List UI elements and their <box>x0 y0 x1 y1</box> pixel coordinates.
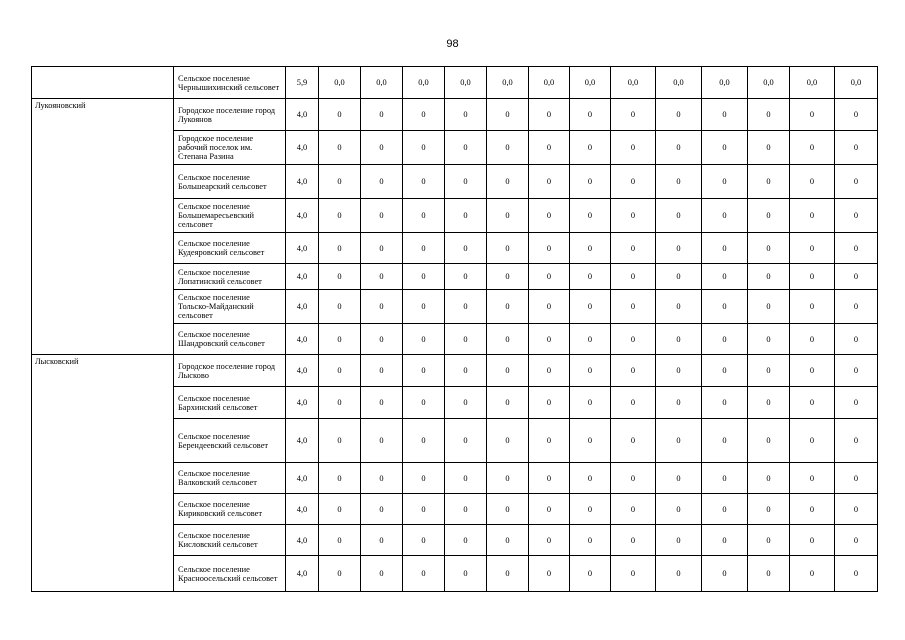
value-cell: 0 <box>403 165 445 199</box>
value-cell: 0 <box>361 355 403 387</box>
value-cell: 0 <box>835 419 878 463</box>
value-cell: 0,0 <box>570 67 611 99</box>
table-body <box>32 67 878 592</box>
value-cell: 0 <box>529 131 570 165</box>
value-cell: 0 <box>748 290 790 324</box>
value-cell: 0 <box>790 355 835 387</box>
settlement-cell: Сельское поселение Берендеевский сельсовет <box>174 419 286 463</box>
value-cell: 0 <box>487 324 529 355</box>
rate-cell: 4,0 <box>286 355 319 387</box>
value-cell: 0 <box>611 387 656 419</box>
value-cell: 0 <box>835 165 878 199</box>
value-cell: 0 <box>487 355 529 387</box>
value-cell: 0 <box>748 419 790 463</box>
value-cell: 0 <box>656 463 702 494</box>
rate-cell: 4,0 <box>286 387 319 419</box>
settlement-cell: Сельское поселение Большеарский сельсовет <box>174 165 286 199</box>
value-cell: 0 <box>790 324 835 355</box>
value-cell: 0 <box>656 233 702 264</box>
value-cell: 0 <box>570 494 611 525</box>
value-cell: 0 <box>361 525 403 556</box>
value-cell: 0 <box>790 165 835 199</box>
value-cell: 0 <box>835 264 878 290</box>
value-cell: 0 <box>835 199 878 233</box>
rate-cell: 4,0 <box>286 165 319 199</box>
value-cell: 0 <box>319 419 361 463</box>
value-cell: 0 <box>611 355 656 387</box>
value-cell: 0 <box>748 199 790 233</box>
value-cell: 0 <box>702 131 748 165</box>
value-cell: 0 <box>790 233 835 264</box>
value-cell: 0 <box>319 324 361 355</box>
value-cell: 0 <box>570 165 611 199</box>
value-cell: 0 <box>656 525 702 556</box>
value-cell: 0 <box>529 355 570 387</box>
value-cell: 0 <box>445 556 487 592</box>
value-cell: 0 <box>656 324 702 355</box>
value-cell: 0 <box>445 264 487 290</box>
value-cell: 0 <box>361 463 403 494</box>
value-cell: 0 <box>611 233 656 264</box>
value-cell: 0 <box>790 99 835 131</box>
value-cell: 0 <box>790 290 835 324</box>
value-cell: 0 <box>790 264 835 290</box>
value-cell: 0 <box>403 233 445 264</box>
value-cell: 0 <box>835 324 878 355</box>
value-cell: 0 <box>702 494 748 525</box>
value-cell: 0 <box>445 387 487 419</box>
value-cell: 0 <box>748 165 790 199</box>
value-cell: 0,0 <box>702 67 748 99</box>
value-cell: 0 <box>748 355 790 387</box>
value-cell: 0 <box>656 355 702 387</box>
value-cell: 0 <box>656 264 702 290</box>
value-cell: 0 <box>529 324 570 355</box>
value-cell: 0 <box>487 463 529 494</box>
value-cell: 0 <box>702 387 748 419</box>
value-cell: 0 <box>702 324 748 355</box>
value-cell: 0 <box>403 494 445 525</box>
value-cell: 0 <box>319 355 361 387</box>
value-cell: 0 <box>361 99 403 131</box>
value-cell: 0 <box>487 233 529 264</box>
value-cell: 0 <box>487 165 529 199</box>
value-cell: 0 <box>319 463 361 494</box>
value-cell: 0 <box>611 199 656 233</box>
value-cell: 0 <box>790 131 835 165</box>
region-cell: Лысковский <box>32 355 174 592</box>
value-cell: 0 <box>611 419 656 463</box>
value-cell: 0 <box>570 355 611 387</box>
settlement-cell: Сельское поселение Кудеяровский сельсовет <box>174 233 286 264</box>
value-cell: 0,0 <box>403 67 445 99</box>
value-cell: 0 <box>361 233 403 264</box>
value-cell: 0,0 <box>611 67 656 99</box>
rate-cell: 4,0 <box>286 264 319 290</box>
value-cell: 0 <box>529 419 570 463</box>
value-cell: 0 <box>611 463 656 494</box>
settlement-cell: Сельское поселение Большемаресьевский сельсовет <box>174 199 286 233</box>
value-cell: 0 <box>529 165 570 199</box>
value-cell: 0 <box>835 99 878 131</box>
value-cell: 0 <box>445 355 487 387</box>
table-row <box>32 355 878 387</box>
value-cell: 0 <box>529 556 570 592</box>
value-cell: 0 <box>611 99 656 131</box>
value-cell: 0 <box>319 387 361 419</box>
value-cell: 0,0 <box>319 67 361 99</box>
value-cell: 0 <box>656 131 702 165</box>
value-cell: 0 <box>748 463 790 494</box>
rate-cell: 4,0 <box>286 525 319 556</box>
value-cell: 0 <box>445 494 487 525</box>
value-cell: 0,0 <box>748 67 790 99</box>
value-cell: 0 <box>611 525 656 556</box>
settlement-cell: Городское поселение город Лысково <box>174 355 286 387</box>
rate-cell: 5,9 <box>286 67 319 99</box>
rate-cell: 4,0 <box>286 494 319 525</box>
value-cell: 0 <box>487 419 529 463</box>
rate-cell: 4,0 <box>286 233 319 264</box>
value-cell: 0,0 <box>529 67 570 99</box>
value-cell: 0,0 <box>445 67 487 99</box>
value-cell: 0 <box>319 165 361 199</box>
value-cell: 0 <box>361 131 403 165</box>
value-cell: 0 <box>487 131 529 165</box>
value-cell: 0 <box>748 233 790 264</box>
value-cell: 0 <box>403 199 445 233</box>
value-cell: 0 <box>570 290 611 324</box>
value-cell: 0 <box>319 131 361 165</box>
value-cell: 0 <box>487 290 529 324</box>
settlement-cell: Сельское поселение Кириковский сельсовет <box>174 494 286 525</box>
value-cell: 0 <box>445 165 487 199</box>
settlement-cell: Сельское поселение Шандровский сельсовет <box>174 324 286 355</box>
value-cell: 0 <box>656 419 702 463</box>
value-cell: 0 <box>835 525 878 556</box>
value-cell: 0 <box>570 264 611 290</box>
value-cell: 0 <box>487 199 529 233</box>
value-cell: 0 <box>570 199 611 233</box>
rate-cell: 4,0 <box>286 99 319 131</box>
value-cell: 0 <box>748 131 790 165</box>
value-cell: 0,0 <box>656 67 702 99</box>
value-cell: 0 <box>319 525 361 556</box>
table-row <box>32 67 878 99</box>
value-cell: 0 <box>790 556 835 592</box>
value-cell: 0 <box>835 556 878 592</box>
value-cell: 0 <box>748 264 790 290</box>
value-cell: 0 <box>702 290 748 324</box>
value-cell: 0 <box>835 233 878 264</box>
value-cell: 0 <box>319 99 361 131</box>
value-cell: 0 <box>403 264 445 290</box>
value-cell: 0 <box>748 556 790 592</box>
value-cell: 0 <box>611 324 656 355</box>
value-cell: 0 <box>702 419 748 463</box>
value-cell: 0 <box>656 165 702 199</box>
value-cell: 0 <box>529 199 570 233</box>
value-cell: 0 <box>361 419 403 463</box>
value-cell: 0 <box>835 131 878 165</box>
value-cell: 0 <box>445 290 487 324</box>
value-cell: 0 <box>361 556 403 592</box>
value-cell: 0 <box>319 290 361 324</box>
value-cell: 0 <box>403 463 445 494</box>
value-cell: 0 <box>790 463 835 494</box>
value-cell: 0 <box>702 165 748 199</box>
value-cell: 0 <box>835 290 878 324</box>
value-cell: 0 <box>319 556 361 592</box>
value-cell: 0 <box>748 99 790 131</box>
value-cell: 0 <box>487 525 529 556</box>
value-cell: 0 <box>403 324 445 355</box>
rate-cell: 4,0 <box>286 131 319 165</box>
value-cell: 0 <box>570 463 611 494</box>
value-cell: 0 <box>529 525 570 556</box>
value-cell: 0 <box>570 324 611 355</box>
value-cell: 0 <box>656 99 702 131</box>
value-cell: 0 <box>835 355 878 387</box>
settlement-cell: Сельское поселение Тольско-Майданский сельсовет <box>174 290 286 324</box>
value-cell: 0 <box>487 494 529 525</box>
value-cell: 0 <box>361 290 403 324</box>
value-cell: 0 <box>487 264 529 290</box>
value-cell: 0 <box>790 387 835 419</box>
value-cell: 0 <box>529 99 570 131</box>
value-cell: 0 <box>403 525 445 556</box>
value-cell: 0 <box>835 387 878 419</box>
value-cell: 0 <box>403 99 445 131</box>
value-cell: 0 <box>529 494 570 525</box>
value-cell: 0 <box>403 387 445 419</box>
value-cell: 0 <box>656 494 702 525</box>
value-cell: 0 <box>835 463 878 494</box>
table-row <box>32 99 878 131</box>
value-cell: 0 <box>790 494 835 525</box>
value-cell: 0 <box>319 494 361 525</box>
value-cell: 0 <box>445 199 487 233</box>
value-cell: 0 <box>611 494 656 525</box>
settlement-cell: Сельское поселение Валковский сельсовет <box>174 463 286 494</box>
rate-cell: 4,0 <box>286 324 319 355</box>
value-cell: 0 <box>702 355 748 387</box>
value-cell: 0 <box>361 387 403 419</box>
rate-cell: 4,0 <box>286 290 319 324</box>
value-cell: 0 <box>487 387 529 419</box>
value-cell: 0 <box>529 463 570 494</box>
value-cell: 0 <box>487 99 529 131</box>
value-cell: 0 <box>529 264 570 290</box>
value-cell: 0 <box>702 233 748 264</box>
value-cell: 0 <box>445 419 487 463</box>
value-cell: 0,0 <box>487 67 529 99</box>
value-cell: 0 <box>445 525 487 556</box>
value-cell: 0 <box>702 199 748 233</box>
value-cell: 0 <box>445 463 487 494</box>
rate-cell: 4,0 <box>286 556 319 592</box>
value-cell: 0 <box>835 494 878 525</box>
value-cell: 0 <box>361 264 403 290</box>
value-cell: 0 <box>319 233 361 264</box>
value-cell: 0 <box>570 419 611 463</box>
value-cell: 0 <box>403 556 445 592</box>
rate-cell: 4,0 <box>286 463 319 494</box>
value-cell: 0 <box>748 387 790 419</box>
settlement-cell: Городское поселение город Лукоянов <box>174 99 286 131</box>
value-cell: 0 <box>529 387 570 419</box>
value-cell: 0 <box>529 233 570 264</box>
settlement-cell: Сельское поселение Бархинский сельсовет <box>174 387 286 419</box>
settlement-cell: Сельское поселение Лопатинский сельсовет <box>174 264 286 290</box>
settlement-cell: Сельское поселение Кисловский сельсовет <box>174 525 286 556</box>
value-cell: 0 <box>702 525 748 556</box>
value-cell: 0 <box>611 165 656 199</box>
value-cell: 0 <box>702 99 748 131</box>
value-cell: 0 <box>403 355 445 387</box>
value-cell: 0 <box>445 324 487 355</box>
settlement-cell: Сельское поселение Красноосельский сельсовет <box>174 556 286 592</box>
value-cell: 0,0 <box>835 67 878 99</box>
value-cell: 0 <box>403 419 445 463</box>
value-cell: 0 <box>656 199 702 233</box>
value-cell: 0 <box>361 199 403 233</box>
value-cell: 0 <box>445 99 487 131</box>
value-cell: 0 <box>748 525 790 556</box>
rate-cell: 4,0 <box>286 199 319 233</box>
value-cell: 0 <box>611 290 656 324</box>
value-cell: 0 <box>611 556 656 592</box>
value-cell: 0 <box>487 556 529 592</box>
value-cell: 0 <box>361 324 403 355</box>
value-cell: 0 <box>361 494 403 525</box>
value-cell: 0 <box>570 525 611 556</box>
value-cell: 0 <box>702 264 748 290</box>
value-cell: 0 <box>445 233 487 264</box>
value-cell: 0 <box>570 131 611 165</box>
region-cell: Лукояновский <box>32 99 174 355</box>
settlement-cell: Сельское поселение Чернышихинский сельсовет <box>174 67 286 99</box>
value-cell: 0 <box>748 324 790 355</box>
value-cell: 0 <box>611 264 656 290</box>
value-cell: 0 <box>403 131 445 165</box>
value-cell: 0 <box>656 556 702 592</box>
value-cell: 0 <box>790 419 835 463</box>
value-cell: 0 <box>445 131 487 165</box>
value-cell: 0 <box>611 131 656 165</box>
value-cell: 0 <box>361 165 403 199</box>
value-cell: 0 <box>570 99 611 131</box>
value-cell: 0 <box>403 290 445 324</box>
region-cell <box>32 67 174 99</box>
value-cell: 0 <box>790 525 835 556</box>
settlements-table <box>31 66 878 592</box>
value-cell: 0 <box>656 290 702 324</box>
value-cell: 0 <box>702 463 748 494</box>
value-cell: 0 <box>656 387 702 419</box>
value-cell: 0 <box>570 556 611 592</box>
value-cell: 0 <box>570 233 611 264</box>
value-cell: 0 <box>702 556 748 592</box>
rate-cell: 4,0 <box>286 419 319 463</box>
value-cell: 0 <box>790 199 835 233</box>
page-number: 98 <box>446 38 459 50</box>
value-cell: 0 <box>319 199 361 233</box>
value-cell: 0 <box>570 387 611 419</box>
value-cell: 0 <box>529 290 570 324</box>
value-cell: 0 <box>319 264 361 290</box>
value-cell: 0 <box>748 494 790 525</box>
value-cell: 0,0 <box>790 67 835 99</box>
settlement-cell: Городское поселение рабочий поселок им. Степана Разина <box>174 131 286 165</box>
value-cell: 0,0 <box>361 67 403 99</box>
